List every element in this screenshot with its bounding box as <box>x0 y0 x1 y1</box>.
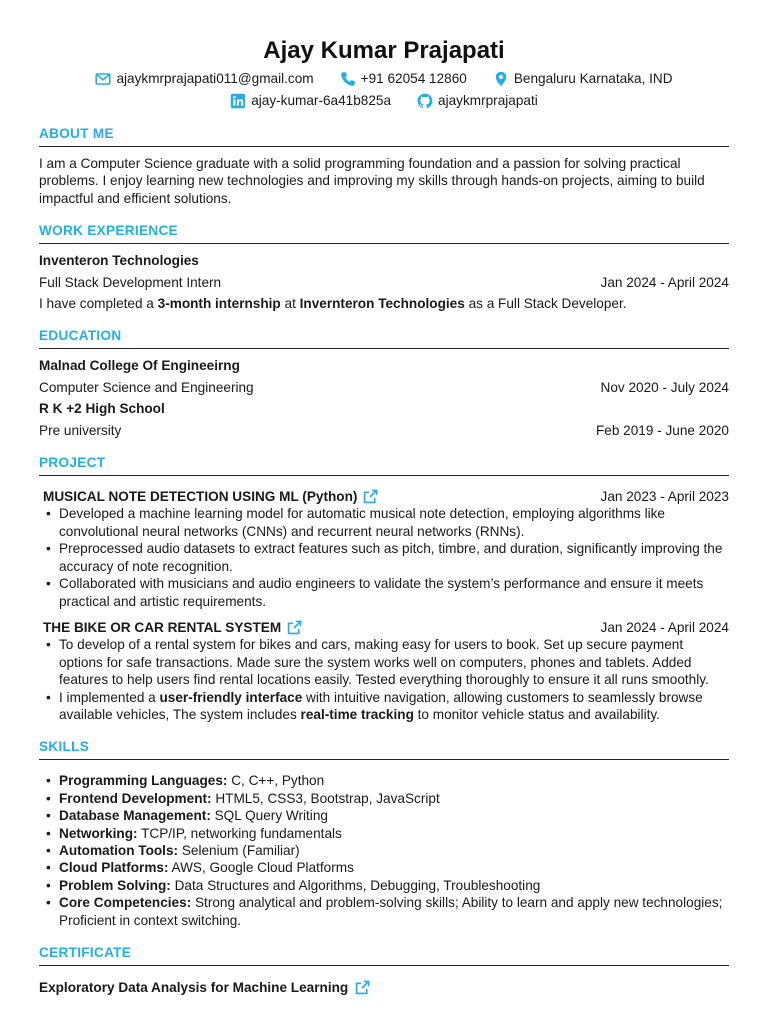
skill-item <box>39 807 729 824</box>
section-title-skills: SKILLS <box>39 739 729 760</box>
bullet-highlight: user-friendly interface <box>159 689 303 705</box>
work-section <box>39 223 729 312</box>
section-title-certificate: CERTIFICATE <box>39 945 729 966</box>
certificate-link[interactable] <box>39 979 370 996</box>
external-link-icon[interactable] <box>355 980 370 995</box>
work-dates: Jan 2024 - April 2024 <box>600 274 729 290</box>
skill-value: Data Structures and Algorithms, Debugging, Troubleshooting <box>170 877 541 893</box>
email-icon <box>95 71 111 87</box>
phone-contact[interactable] <box>340 70 467 88</box>
skill-label: Cloud Platforms: <box>59 860 169 876</box>
education-row <box>39 379 729 396</box>
skill-label: Database Management: <box>59 808 211 824</box>
bullet-part: with intuitive navigation, allowing customers to seamlessly browse available vehicles, The system includes <box>59 689 703 722</box>
skill-item <box>39 825 729 842</box>
project-section <box>39 455 729 723</box>
github-text[interactable]: ajaykmrprajapati <box>438 93 538 108</box>
skills-section <box>39 739 729 929</box>
github-contact[interactable] <box>417 92 538 110</box>
location-icon <box>493 71 509 87</box>
work-desc-highlight: Invernteron Technologies <box>299 296 465 312</box>
skill-label: Networking: <box>59 825 138 841</box>
skill-value: AWS, Google Cloud Platforms <box>168 860 354 876</box>
about-section <box>39 126 729 207</box>
skill-item <box>39 877 729 894</box>
project-title[interactable] <box>39 619 302 636</box>
skill-item <box>39 842 729 859</box>
project-bullet: • Collaborated with musicians and audio engineers to validate the system’s performance and ensure it meets practical and artistic requirements. <box>39 575 729 610</box>
education-dates: Nov 2020 - July 2024 <box>600 379 729 395</box>
education-degree: Pre university <box>39 422 122 438</box>
bullet-part: I implemented a <box>59 689 160 705</box>
project-bullet: • Preprocessed audio datasets to extract features such as pitch, timbre, and duration, significantly improving the accuracy of note recognition. <box>39 540 729 575</box>
skill-item <box>39 894 729 929</box>
project-bullets <box>39 636 729 723</box>
location-text: Bengaluru Karnataka, IND <box>513 71 673 86</box>
project-bullets <box>39 505 729 609</box>
education-section <box>39 328 729 439</box>
contact-line-primary <box>39 70 729 88</box>
work-company: Inventeron Technologies <box>39 253 199 269</box>
certificate-section <box>39 945 729 996</box>
skill-label: Frontend Development: <box>59 790 212 806</box>
project-dates: Jan 2023 - April 2023 <box>600 489 729 505</box>
section-title-project: PROJECT <box>39 455 729 476</box>
skill-item <box>39 772 729 789</box>
work-role-row <box>39 274 729 291</box>
project-header <box>39 488 729 505</box>
skill-label: Programming Languages: <box>59 773 228 789</box>
work-description <box>39 295 729 312</box>
skill-label: Core Competencies: <box>59 895 192 911</box>
skill-value: HTML5, CSS3, Bootstrap, JavaScript <box>211 790 440 806</box>
section-title-education: EDUCATION <box>39 328 729 349</box>
skills-list <box>39 772 729 929</box>
project-dates: Jan 2024 - April 2024 <box>600 619 729 635</box>
certificate-name[interactable]: Exploratory Data Analysis for Machine Learning <box>39 980 349 995</box>
email-text[interactable]: ajaykmrprajapati011@gmail.com <box>116 71 314 86</box>
project-name[interactable]: THE BIKE OR CAR RENTAL SYSTEM <box>43 619 282 635</box>
external-link-icon[interactable] <box>363 489 378 504</box>
work-desc-highlight: 3-month internship <box>157 296 281 312</box>
phone-icon <box>340 71 356 87</box>
work-desc-part: I have completed a <box>39 296 158 312</box>
email-contact[interactable] <box>95 70 313 88</box>
external-link-icon[interactable] <box>287 620 302 635</box>
skill-value: SQL Query Writing <box>210 808 328 824</box>
skill-value: C, C++, Python <box>227 773 325 789</box>
skill-value: Strong analytical and problem-solving skills; Ability to learn and apply new technologies; Proficient in context switching. <box>59 895 723 928</box>
education-degree: Computer Science and Engineering <box>39 379 254 395</box>
skill-item <box>39 859 729 876</box>
education-dates: Feb 2019 - June 2020 <box>595 422 729 438</box>
work-role: Full Stack Development Intern <box>39 274 222 290</box>
skill-label: Problem Solving: <box>59 877 171 893</box>
skill-value: Selenium (Familiar) <box>178 842 300 858</box>
github-icon <box>417 93 433 109</box>
linkedin-icon <box>230 93 246 109</box>
project-bullet: • To develop of a rental system for bikes and cars, making easy for users to book. Set up secure payment options for safe transactions. Made sure the system works well on computers, phones and tablets. Added features to help users find rental locations easily. Tested everything thoroughly to ensure it all runs smoothly. <box>39 636 729 688</box>
work-desc-part: at <box>280 296 300 312</box>
education-school: Malnad College Of Engineeirng <box>39 358 240 374</box>
about-text: I am a Computer Science graduate with a solid programming foundation and a passion for solving practical problems. I enjoy learning new technologies and improving my skills through hands-on projects, aiming to build impactful and efficient solutions. <box>39 156 705 206</box>
bullet-part: to monitor vehicle status and availability. <box>413 706 660 722</box>
project-name[interactable]: MUSICAL NOTE DETECTION USING ML (Python) <box>43 489 358 505</box>
contact-line-secondary <box>39 92 729 110</box>
project-bullet <box>39 689 729 724</box>
section-title-about: ABOUT ME <box>39 126 729 147</box>
skill-label: Automation Tools: <box>59 842 179 858</box>
project-title[interactable] <box>39 488 378 505</box>
phone-text[interactable]: +91 62054 12860 <box>360 71 467 86</box>
linkedin-text[interactable]: ajay-kumar-6a41b825a <box>251 93 392 108</box>
bullet-highlight: real-time tracking <box>300 706 414 722</box>
candidate-name: Ajay Kumar Prajapati <box>263 37 505 64</box>
section-title-work: WORK EXPERIENCE <box>39 223 729 244</box>
certificate-row <box>39 979 729 996</box>
linkedin-contact[interactable] <box>230 92 391 110</box>
skill-item <box>39 790 729 807</box>
project-header <box>39 619 729 636</box>
work-desc-part: as a Full Stack Developer. <box>464 296 627 312</box>
location-contact <box>493 70 673 88</box>
education-school: R K +2 High School <box>39 401 165 417</box>
project-bullet: • Developed a machine learning model for automatic musical note detection, employing algorithms like convolutional neural networks (CNNs) and recurrent neural networks (RNNs). <box>39 505 729 540</box>
education-row <box>39 422 729 439</box>
skill-value: TCP/IP, networking fundamentals <box>137 825 342 841</box>
